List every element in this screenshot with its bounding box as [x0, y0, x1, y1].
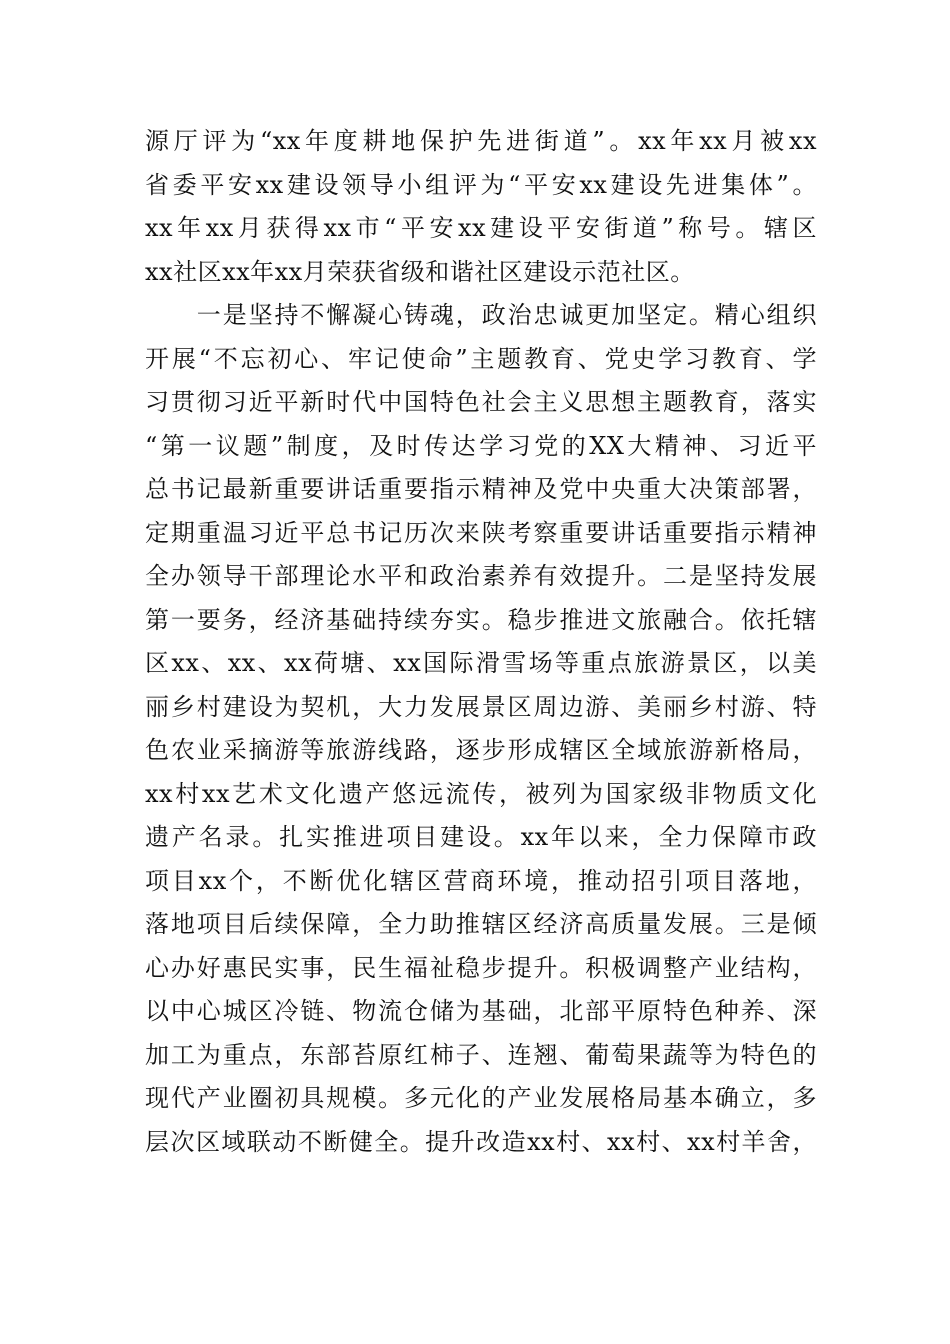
text-line: xx村xx艺术文化遗产悠远流传，被列为国家级非物质文化 [145, 779, 817, 808]
body-text [145, 120, 817, 1164]
text-line: “第一议题”制度，及时传达学习党的XX大精神、习近平 [145, 431, 817, 460]
text-line: 丽乡村建设为契机，大力发展景区周边游、美丽乡村游、特 [145, 692, 817, 721]
text-line: 项目xx个，不断优化辖区营商环境，推动招引项目落地， [145, 866, 817, 895]
text-line: xx社区xx年xx月荣获省级和谐社区建设示范社区。 [145, 257, 695, 286]
text-line: 源厅评为“xx年度耕地保护先进街道”。xx年xx月被xx [145, 127, 817, 155]
text-line: 省委平安xx建设领导小组评为“平安xx建设先进集体”。 [145, 170, 817, 199]
text-line: 色农业采摘游等旅游线路，逐步形成辖区全域旅游新格局， [145, 736, 817, 764]
text-line: 以中心城区冷链、物流仓储为基础，北部平原特色种养、深 [145, 997, 817, 1025]
text-line: 全办领导干部理论水平和政治素养有效提升。二是坚持发展 [145, 562, 817, 590]
text-line: 落地项目后续保障，全力助推辖区经济高质量发展。三是倾 [145, 910, 817, 938]
text-line: 第一要务，经济基础持续夯实。稳步推进文旅融合。依托辖 [145, 605, 817, 634]
text-line: 层次区域联动不断健全。提升改造xx村、xx村、xx村羊舍， [145, 1127, 817, 1156]
text-line: 习贯彻习近平新时代中国特色社会主义思想主题教育，落实 [145, 388, 817, 416]
text-line: 遗产名录。扎实推进项目建设。xx年以来，全力保障市政 [145, 823, 817, 851]
text-line: 现代产业圈初具规模。多元化的产业发展格局基本确立，多 [145, 1084, 817, 1112]
text-line: 加工为重点，东部苔原红柿子、连翘、葡萄果蔬等为特色的 [145, 1040, 817, 1069]
text-line: 区xx、xx、xx荷塘、xx国际滑雪场等重点旅游景区，以美 [145, 649, 817, 677]
text-line: 一是坚持不懈凝心铸魂，政治忠诚更加坚定。精心组织 [145, 301, 817, 329]
text-line: 定期重温习近平总书记历次来陕考察重要讲话重要指示精神 [145, 518, 817, 547]
text-line: 开展“不忘初心、牢记使命”主题教育、党史学习教育、学 [145, 344, 817, 373]
text-line: xx年xx月获得xx市“平安xx建设平安街道”称号。辖区 [145, 214, 817, 242]
text-line: 心办好惠民实事，民生福祉稳步提升。积极调整产业结构， [145, 953, 817, 982]
text-line: 总书记最新重要讲话重要指示精神及党中央重大决策部署， [145, 475, 817, 503]
